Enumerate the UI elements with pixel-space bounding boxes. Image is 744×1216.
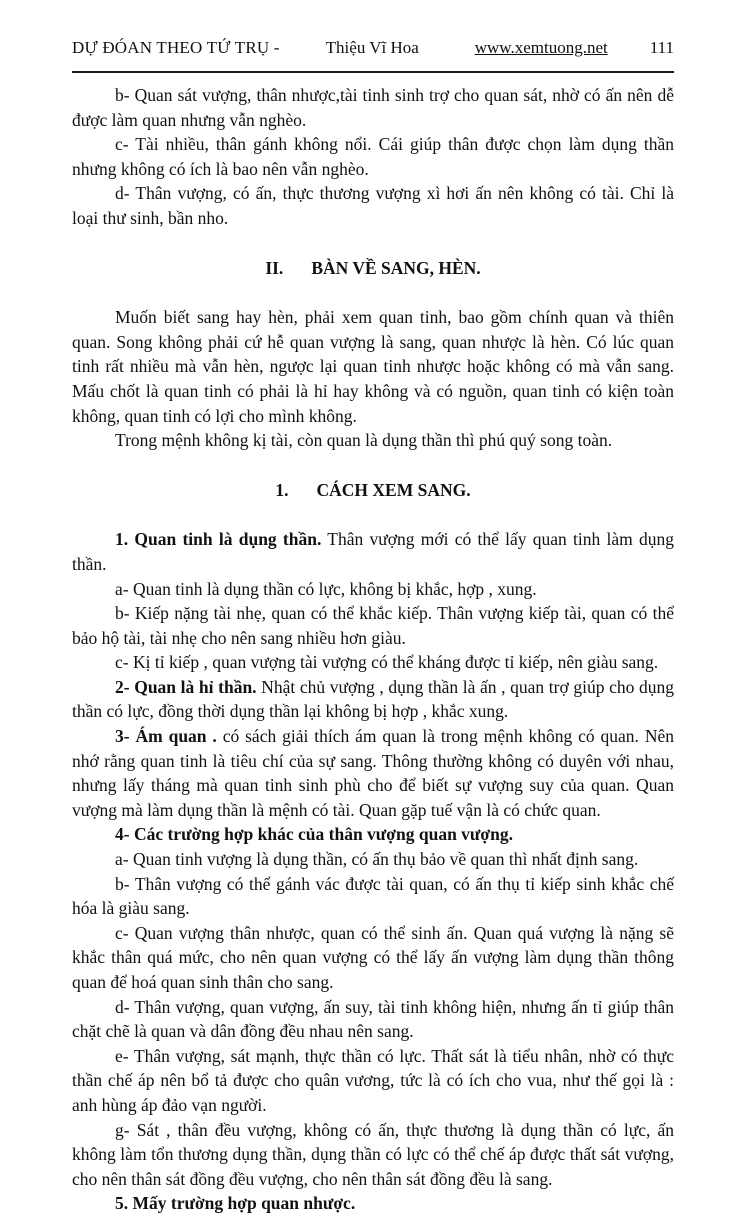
paragraph: a- Quan tinh vượng là dụng thần, có ấn thụ bảo về quan thì nhất định sang.	[115, 849, 639, 870]
paragraph-lead: 1. Quan tinh là dụng thần.	[115, 529, 322, 550]
section-number: 1.	[275, 479, 289, 500]
paragraph: 2- Quan là hỉ thần. Nhật chủ vượng , dụng thần là ấn , quan trợ giúp cho dụng thần có lực, đồng thời dụng thần lại không bị hợp , khắc xung.	[72, 676, 675, 722]
paragraph: g- Sát , thân đều vượng, không có ấn, thực thương là dụng thần có lực, ấn không làm tổn thương dụng thần, dụng thần có lực có thể chế áp được thất sát vượng, cho nên thân sát đồng đều vượng, cho nên thân sát đồng đều là sang.	[72, 1119, 674, 1189]
section-title: BÀN VỀ SANG, HÈN.	[311, 257, 481, 278]
paragraph: b- Quan sát vượng, thân nhược,tài tinh sinh trợ cho quan sát, nhờ có ấn nên dễ được làm quan nhưng vẫn nghèo.	[72, 85, 674, 130]
author-name: Thiệu Vĩ Hoa	[325, 38, 419, 57]
paragraph: Trong mệnh không kị tài, còn quan là dụng thần thì phú quý song toàn.	[115, 430, 613, 451]
section-heading	[72, 478, 674, 503]
website-url: www.xemtuong.net	[474, 38, 608, 57]
section-heading	[72, 256, 674, 281]
paragraph: Muốn biết sang hay hèn, phải xem quan tinh, bao gồm chính quan và thiên quan. Song không phải cứ hễ quan vượng là sang, quan nhược là hèn. Có lúc quan tinh rất nhiều mà vẫn hèn, ngược lại quan tinh nhược hoặc không có mà vẫn sang. Mấu chốt là quan tinh có phải là hỉ hay không và có nguồn, quan tinh có kiện toàn không, quan tinh có lợi cho mình không.	[72, 307, 674, 426]
paragraph: 1. Quan tinh là dụng thần. Thân vượng mới có thể lấy quan tinh làm dụng thần.	[72, 529, 674, 574]
page-header	[72, 38, 674, 73]
paragraph: d- Thân vượng, có ấn, thực thương vượng xì hơi ấn nên không có tài. Chỉ là loại thư sinh, bần nho.	[72, 183, 674, 228]
paragraph: 5. Mấy trường hợp quan nhược.	[115, 1193, 356, 1214]
section-title: CÁCH XEM SANG.	[316, 479, 471, 500]
page-number: 111	[649, 38, 674, 57]
paragraph: d- Thân vượng, quan vượng, ấn suy, tài tinh không hiện, nhưng ấn tỉ giúp thân chặt chẽ là quan và dân đồng đều nhau nên sang.	[72, 996, 674, 1042]
paragraph: b- Thân vượng có thể gánh vác được tài quan, có ấn thụ tỉ kiếp sinh khắc chế hóa là giàu sang.	[72, 873, 674, 919]
paragraph: b- Kiếp nặng tài nhẹ, quan có thể khắc kiếp. Thân vượng kiếp tài, quan có thể bảo hộ tài, tài nhẹ cho nên sang nhiều hơn giàu.	[72, 603, 674, 648]
paragraph-lead: 2- Quan là hỉ thần.	[115, 676, 257, 697]
paragraph: c- Kị tỉ kiếp , quan vượng tài vượng có thể kháng được tỉ kiếp, nên giàu sang.	[115, 652, 659, 673]
page-body	[72, 83, 674, 1216]
section-number: II.	[265, 257, 284, 278]
paragraph: c- Quan vượng thân nhược, quan có thể sinh ấn. Quan quá vượng là nặng sẽ khắc thân quá mức, cho nên quan vượng có thể lấy ấn vượng làm dụng thần thông quan để hoá quan sinh thân cho sang.	[72, 922, 674, 992]
paragraph: 4- Các trường hợp khác của thân vượng quan vượng.	[115, 824, 513, 845]
paragraph-lead: 3- Ám quan .	[115, 726, 217, 747]
book-title: DỰ ĐÓAN THEO TỨ TRỤ -	[72, 38, 280, 57]
paragraph: e- Thân vượng, sát mạnh, thực thần có lực. Thất sát là tiểu nhân, nhờ có thực thần chế áp nên bổ tả được cho quân vương, tức là có ích cho vua, như thế gọi là : anh hùng áp đảo vạn người.	[72, 1045, 674, 1115]
paragraph: a- Quan tinh là dụng thần có lực, không bị khắc, hợp , xung.	[115, 578, 537, 599]
paragraph: 3- Ám quan . có sách giải thích ám quan là trong mệnh không có quan. Nên nhớ rằng quan tinh là tiêu chí của sự sang. Thông thường không có duyên với nhau, nhưng lấy tháng mà quan tinh sinh phù cho để biết sự vượng suy của quan. Quan vượng mà làm dụng thần là mệnh có tài. Quan gặp tuế vận là có chức quan.	[72, 726, 674, 820]
paragraph: c- Tài nhiều, thân gánh không nổi. Cái giúp thân được chọn làm dụng thần nhưng không có ích là bao nên vẫn nghèo.	[72, 134, 674, 179]
